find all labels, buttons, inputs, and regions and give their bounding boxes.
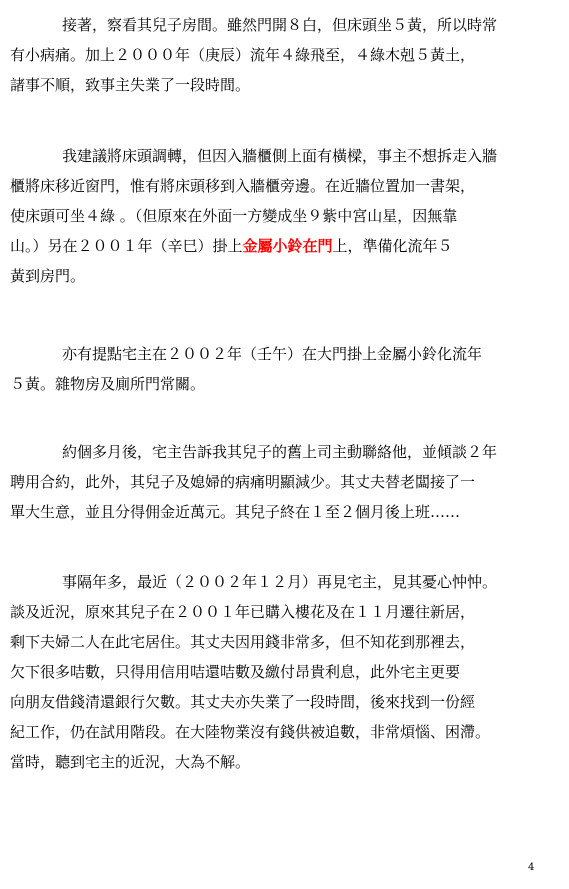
- text-line: 當時，聽到宅主的近況，大為不解。: [10, 753, 251, 771]
- text-line: 亦有提點宅主在２００２年（壬午）在大門掛上金屬小鈴化流年: [62, 345, 483, 363]
- text-line-with-highlight: [10, 231, 559, 261]
- text-line: 櫃將床移近窗門，惟有將床頭移到入牆櫃旁邊。在近牆位置加一書架，: [10, 177, 476, 195]
- text-line: 剩下夫婦二人在此宅居住。其丈夫因用錢非常多，但不知花到那裡去，: [10, 633, 476, 651]
- text-line: 黃到房門。: [10, 267, 86, 285]
- paragraph-1: [10, 10, 559, 100]
- page-number: 4: [528, 862, 535, 873]
- text-line: 談及近況，原來其兒子在２００１年已購入樓花及在１１月遷往新居，: [10, 603, 476, 621]
- text-line: 接著，察看其兒子房間。雖然門開８白，但床頭坐５黃，所以時常: [62, 16, 498, 34]
- text-line: 有小病痛。加上２０００年（庚辰）流年４綠飛至，４綠木剋５黃土，: [10, 46, 476, 64]
- highlighted-text: 金屬小鈴在門: [242, 237, 333, 255]
- text-line: 聘用合約，此外，其兒子及媳婦的病痛明顯減少。其丈夫替老闆接了一: [10, 473, 476, 491]
- text-line: 諸事不順，致事主失業了一段時間。: [10, 76, 251, 94]
- text-line: 紀工作，仍在試用階段。在大陸物業沒有錢供被追數，非常煩惱、困滯。: [10, 723, 491, 741]
- text-line: 向朋友借錢清還銀行欠數。其丈夫亦失業了一段時間，後來找到一份經: [10, 693, 476, 711]
- text-segment: 山。）另在２００１年（辛巳）掛上: [10, 237, 243, 255]
- text-line: 事隔年多，最近（２００２年１２月）再見宅主，見其憂心忡忡。: [62, 573, 498, 591]
- text-line: 我建議將床頭調轉，但因入牆櫃側上面有橫樑，事主不想拆走入牆: [62, 147, 498, 165]
- paragraph-3: [10, 339, 559, 399]
- paragraph-4: [10, 437, 559, 527]
- paragraph-2: [10, 141, 559, 291]
- text-line: 欠下很多咭數，只得用信用咭還咭數及繳付昂貴利息，此外宅主更要: [10, 663, 461, 681]
- text-line: ５黃。雜物房及廁所門常關。: [10, 375, 206, 393]
- text-line: 使床頭可坐４綠 。（但原來在外面一方變成坐９紫中宮山星，因無靠: [10, 207, 458, 225]
- text-line: 約個多月後，宅主告訴我其兒子的舊上司主動聯絡他，並傾談２年: [62, 443, 498, 461]
- text-line: 單大生意，並且分得佣金近萬元。其兒子終在１至２個月後上班……: [10, 503, 461, 521]
- paragraph-5: [10, 567, 559, 777]
- text-segment: 上，準備化流年５: [332, 237, 453, 255]
